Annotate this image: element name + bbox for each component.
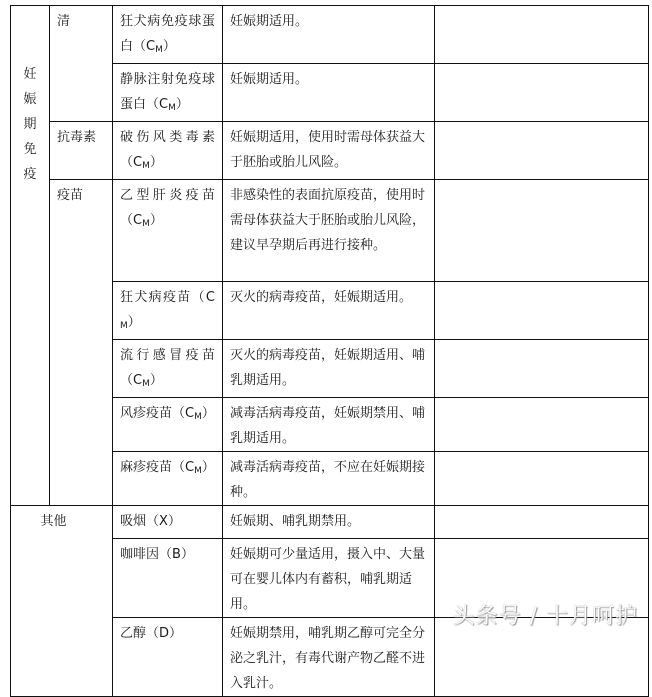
category-other: 其他 [11,506,113,697]
table-row [11,506,649,539]
description-cell: 减毒活病毒疫苗，不应在妊娠期接种。 [223,452,435,506]
drug-name-cell: 流行感冒疫苗$(C_M)$ [113,340,223,398]
grade-subscript: M [142,161,150,171]
watermark: 头条号 / 十月呵护 [452,604,638,629]
note-cell [435,64,649,122]
grade-subscript: M [120,321,128,331]
pregnancy-grade: C [205,290,215,305]
pregnancy-grade: C [185,460,195,475]
grade-subscript: M [194,466,202,476]
note-cell [435,122,649,180]
table-row [11,180,649,282]
drug-name-cell: 狂犬病疫苗$(C_M)$ [113,282,223,340]
description-cell: 妊娠期可少量适用，摄入中、大量可在婴儿体内有蓄积，哺乳期适用。 [223,539,435,618]
category-pregnancy-immunity: 妊娠期免疫 [11,6,50,506]
pregnancy-grade: C [185,406,195,421]
note-cell [435,282,649,340]
drug-name-cell: 乙型肝炎疫苗$(C_M)$ [113,180,223,282]
drug-name-cell: 麻疹疫苗$(C_M)$ [113,452,223,506]
subcategory-vaccine: 疫苗 [50,180,113,506]
grade-subscript: M [142,379,150,389]
drug-name: 风疹疫苗 [120,406,173,421]
grade-subscript: M [194,412,202,422]
description-cell: 非感染性的表面抗原疫苗，使用时需母体获益大于胚胎或胎儿风险，建议早孕期后再进行接种。 [223,180,435,282]
note-cell [435,340,649,398]
pregnancy-grade: C [133,213,143,228]
description-cell: 妊娠期适用，使用时需母体获益大于胚胎或胎儿风险。 [223,122,435,180]
pregnancy-grade: C [133,155,143,170]
note-cell [435,506,649,539]
table-row [11,122,649,180]
pregnancy-grade: C [159,97,169,112]
description-cell: 妊娠期适用。 [223,6,435,64]
drug-name: 乙型肝炎疫苗 [120,188,215,203]
drug-name: 流行感冒疫苗 [120,348,215,363]
drug-name: 咖啡因 [120,547,160,562]
description-cell: 灭火的病毒疫苗，妊娠期适用、哺乳期适用。 [223,340,435,398]
subcategory-antitoxin: 抗毒素 [50,122,113,180]
pregnancy-grade: B [172,547,181,562]
pregnancy-grade: D [159,626,170,641]
drug-name-cell: 风疹疫苗$(C_M)$ [113,398,223,452]
note-cell [435,180,649,282]
grade-subscript: M [142,219,150,229]
drug-safety-table [10,5,649,697]
drug-name: 吸烟 [120,514,147,529]
drug-name-cell: 咖啡因（B） [113,539,223,618]
note-cell [435,398,649,452]
subcategory-serum: 清 [50,6,113,122]
grade-subscript: M [155,45,163,55]
note-cell [435,6,649,64]
grade-subscript: M [168,103,176,113]
description-cell: 妊娠期禁用，哺乳期乙醇可完全分泌之乳汁，有毒代谢产物乙醛不进入乳汁。 [223,618,435,697]
drug-name-cell: 狂犬病免疫球蛋白$(C_M)$ [113,6,223,64]
description-cell: 灭火的病毒疫苗，妊娠期适用。 [223,282,435,340]
drug-name-cell: 破伤风类毒素$(C_M)$ [113,122,223,180]
drug-name: 麻疹疫苗 [120,460,173,475]
drug-name-cell: 吸烟（X） [113,506,223,539]
pregnancy-grade: C [133,373,143,388]
drug-name-cell: 乙醇（D） [113,618,223,697]
description-cell: 减毒活病毒疫苗，妊娠期禁用、哺乳期适用。 [223,398,435,452]
drug-name: 狂犬病免疫球蛋白 [120,14,215,54]
drug-name: 狂犬病疫苗 [120,290,192,305]
note-cell [435,452,649,506]
drug-name: 破伤风类毒素 [120,130,215,145]
description-cell: 妊娠期适用。 [223,64,435,122]
drug-name-cell: 静脉注射免疫球蛋白$(C_M)$ [113,64,223,122]
pregnancy-grade: X [159,514,168,529]
description-cell: 妊娠期、哺乳期禁用。 [223,506,435,539]
pregnancy-grade: C [146,39,156,54]
drug-name: 乙醇 [120,626,147,641]
table-row [11,6,649,64]
drug-name: 静脉注射免疫球蛋白 [120,72,215,112]
